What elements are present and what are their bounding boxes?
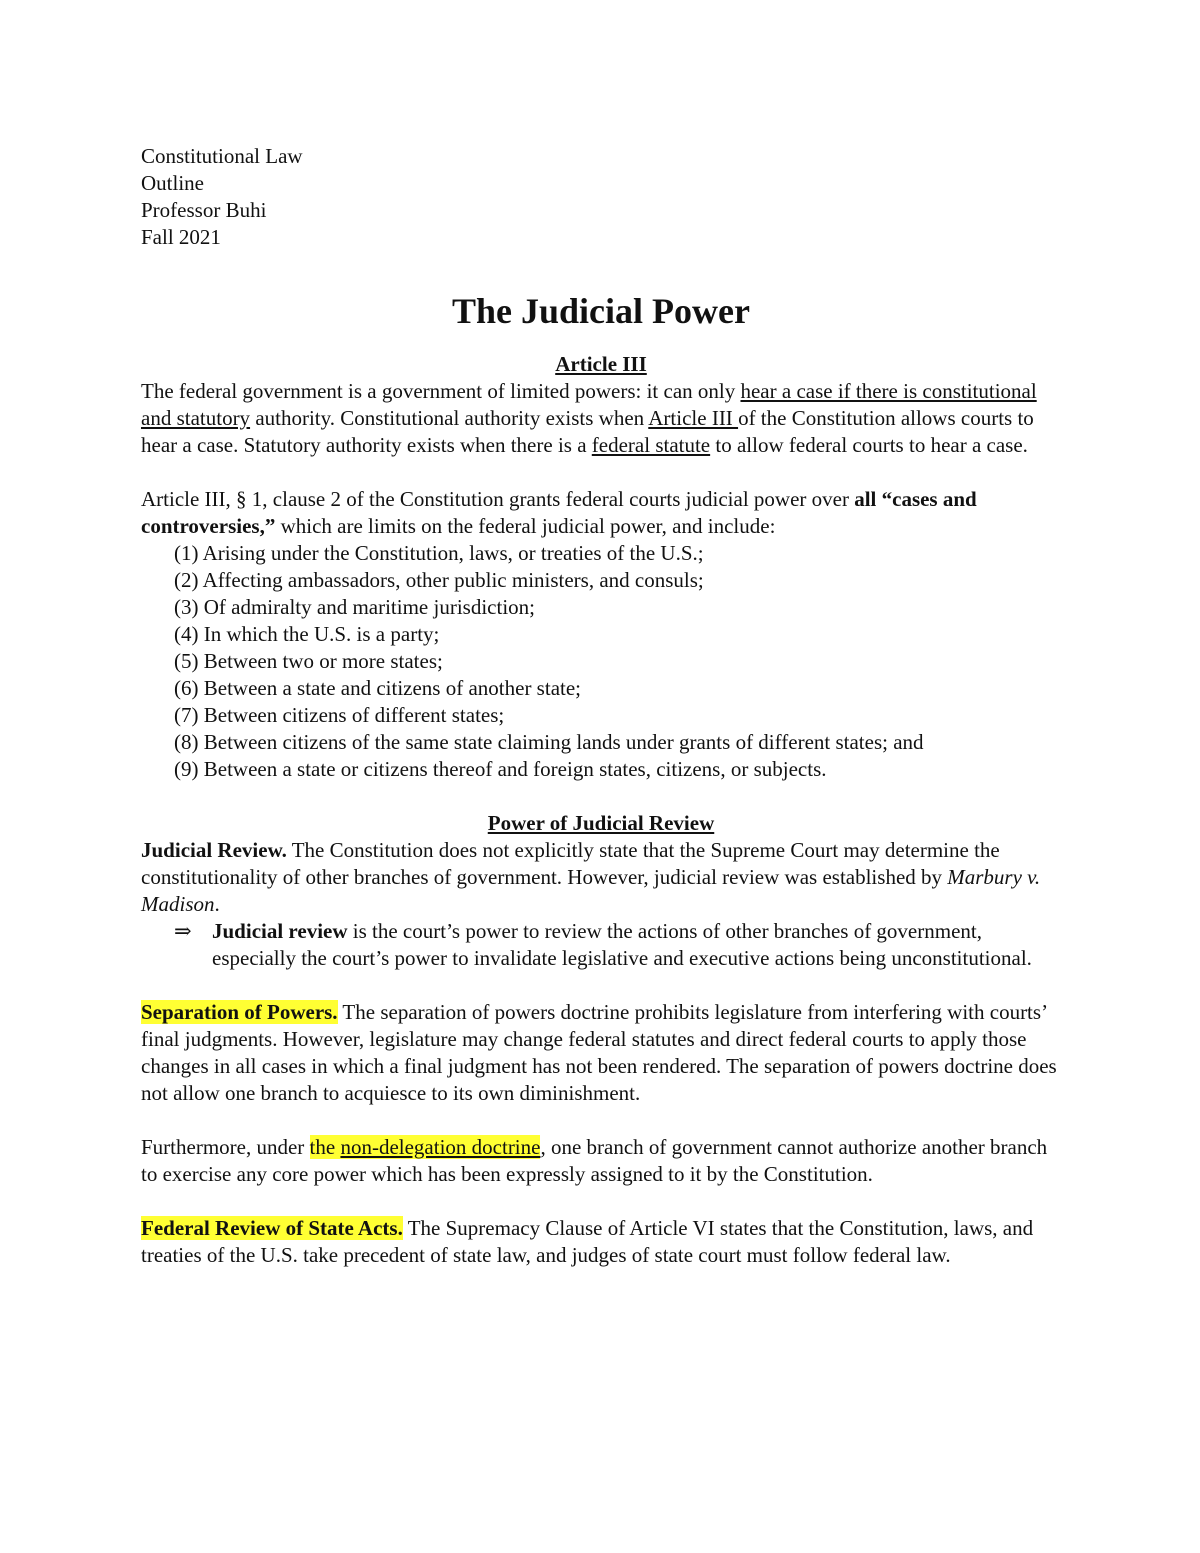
spacer — [141, 1107, 1061, 1134]
list-item: (2) Affecting ambassadors, other public ministers, and consuls; — [174, 568, 704, 592]
text-run: , one branch of government cannot authorize another branch to exercise any core power which has been expressly assigned to it by the Constitution. — [141, 1135, 1048, 1186]
judicial-review-heading: Power of Judicial Review — [487, 811, 715, 835]
document-page — [141, 143, 1061, 1269]
article-iii-intro-paragraph — [141, 378, 1061, 459]
bold-text: Judicial review — [212, 919, 348, 943]
judicial-review-paragraph — [141, 837, 1061, 918]
text-run: Furthermore, under — [141, 1135, 310, 1159]
underlined-text: federal statute — [591, 433, 711, 457]
course-name: Constitutional Law — [141, 144, 303, 168]
term: Fall 2021 — [141, 225, 221, 249]
arrow-icon: ⇒ — [174, 919, 192, 943]
spacer — [141, 972, 1061, 999]
text-run: Article III, § 1, clause 2 of the Constitution grants federal courts judicial power over — [141, 487, 855, 511]
arrow-bullet-text — [212, 918, 1061, 972]
spacer — [141, 783, 1061, 810]
text-run: of the Constitution allows courts to hear a case. Statutory authority exists when there is a — [141, 406, 1034, 457]
page-title: The Judicial Power — [452, 291, 750, 331]
text-run: which are limits on the federal judicial power, and include: — [275, 514, 776, 538]
highlighted-underlined-text: non-delegation doctrine — [340, 1135, 541, 1159]
list-item: (8) Between citizens of the same state claiming lands under grants of different states; and — [174, 730, 924, 754]
article-iii-heading: Article III — [555, 352, 647, 376]
bold-text: all “cases and controversies,” — [141, 487, 977, 538]
list-item: (6) Between a state and citizens of another state; — [174, 676, 581, 700]
jurisdiction-list — [141, 540, 1061, 783]
document-type: Outline — [141, 171, 204, 195]
underlined-text: Article III — [648, 406, 739, 430]
list-item: (3) Of admiralty and maritime jurisdiction; — [174, 595, 535, 619]
arrow-bullet-item — [141, 918, 1061, 972]
non-delegation-paragraph — [141, 1134, 1061, 1188]
list-item: (4) In which the U.S. is a party; — [174, 622, 440, 646]
cases-controversies-paragraph — [141, 486, 1061, 540]
text-run: The federal government is a government of limited powers: it can only — [141, 379, 741, 403]
text-run: The separation of powers doctrine prohibits legislature from interfering with courts’ final judgments. However, legislature may change federal statutes and direct federal courts to apply those changes in all cases in which a final judgment has not been rendered. The separation of powers doctrine does not allow one branch to acquiesce to its own diminishment. — [141, 1000, 1057, 1105]
text-run: . — [214, 892, 220, 916]
text-run: is the court’s power to review the actions of other branches of government, especially the court’s power to invalidate legislative and executive actions being unconstitutional. — [212, 919, 1032, 970]
text-run: authority. Constitutional authority exists when — [250, 406, 649, 430]
list-item: (5) Between two or more states; — [174, 649, 443, 673]
bold-text: Judicial Review. — [141, 838, 287, 862]
text-run: to allow federal courts to hear a case. — [710, 433, 1028, 457]
text-run: The Constitution does not explicitly state that the Supreme Court may determine the constitutionality of other branches of government. However, judicial review was established by — [141, 838, 1000, 889]
list-item: (1) Arising under the Constitution, laws, or treaties of the U.S.; — [174, 541, 704, 565]
list-item: (7) Between citizens of different states; — [174, 703, 505, 727]
separation-of-powers-paragraph — [141, 999, 1061, 1107]
highlighted-bold-text: Federal Review of State Acts. — [141, 1216, 403, 1240]
spacer — [141, 459, 1061, 486]
underlined-text: hear a case if there is constitutional and statutory — [141, 379, 1037, 430]
case-name: Marbury v. Madison — [141, 865, 1041, 916]
list-item: (9) Between a state or citizens thereof and foreign states, citizens, or subjects. — [174, 757, 827, 781]
text-run: The Supremacy Clause of Article VI states that the Constitution, laws, and treaties of the U.S. take precedent of state law, and judges of state court must follow federal law. — [141, 1216, 1034, 1267]
spacer — [141, 1188, 1061, 1215]
federal-review-paragraph — [141, 1215, 1061, 1269]
highlighted-text: the — [309, 1135, 341, 1159]
document-header — [141, 143, 1061, 251]
professor-name: Professor Buhi — [141, 198, 267, 222]
highlighted-bold-text: Separation of Powers. — [141, 1000, 338, 1024]
